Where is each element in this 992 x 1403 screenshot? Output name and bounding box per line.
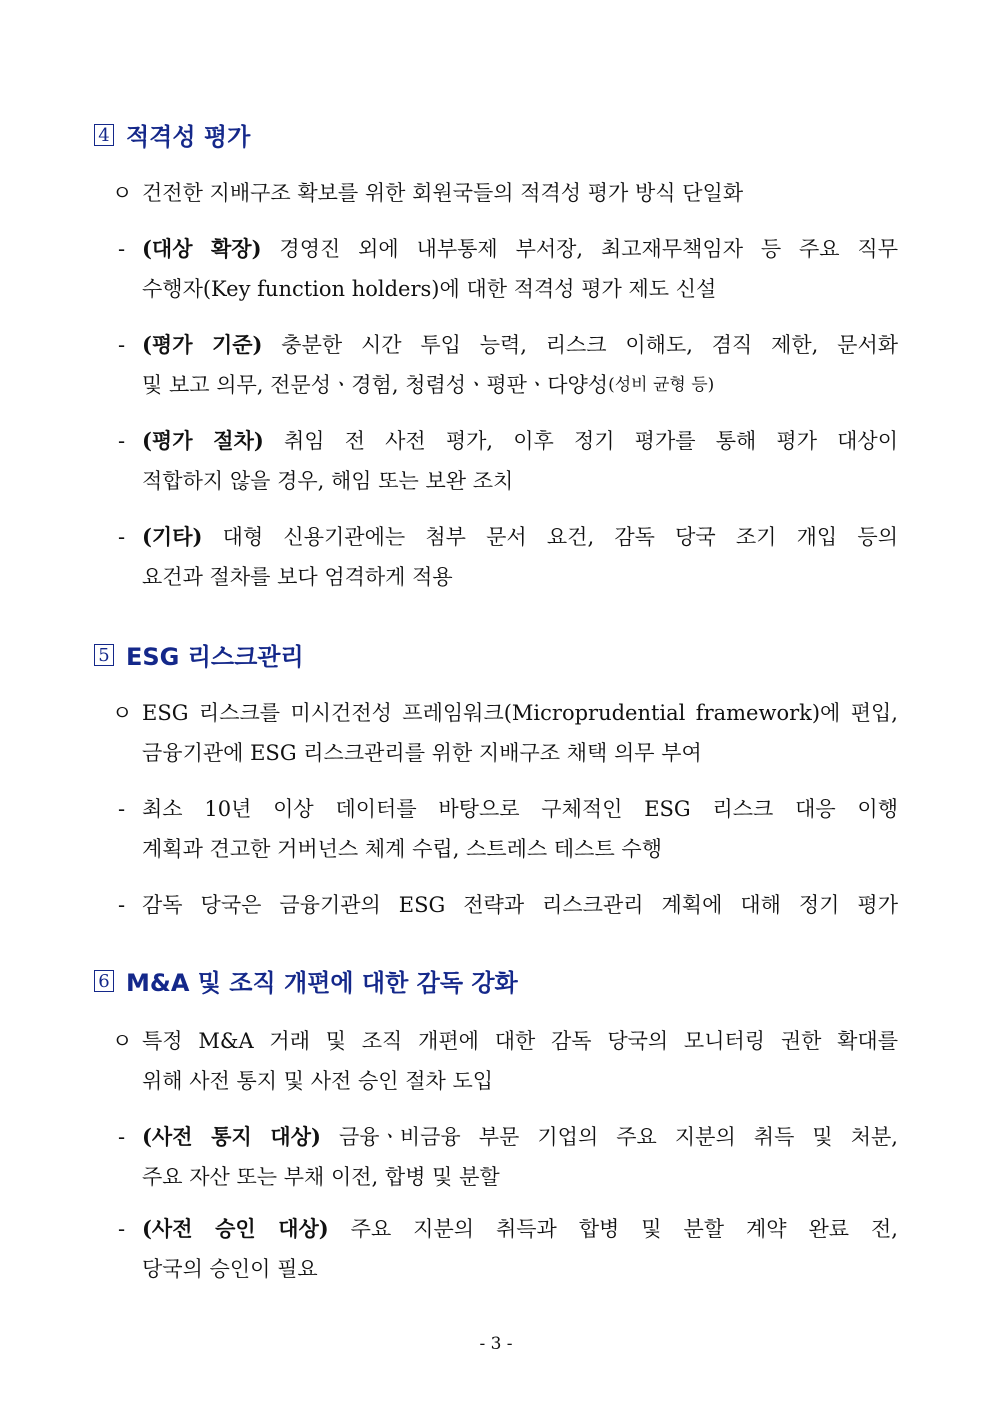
main-bullet xyxy=(112,1021,898,1101)
section-heading-4 xyxy=(94,117,250,152)
dash-marker: - xyxy=(118,237,126,261)
section-heading-6 xyxy=(94,963,518,998)
bullet-marker: ㅇ xyxy=(112,1029,133,1053)
bullet-marker: ㅇ xyxy=(112,701,133,725)
sub-label: (평가 절차) xyxy=(142,428,264,453)
sub-text: 대형 신용기관에는 첨부 문서 요건, 감독 당국 조기 개입 등의 xyxy=(222,525,898,549)
main-bullet xyxy=(112,173,898,213)
sub-label: (평가 기준) xyxy=(142,332,263,357)
bullet-text-cont: 금융기관에 ESG 리스크관리를 위한 지배구조 채택 의무 부여 xyxy=(142,741,702,765)
sub-label: (사전 통지 대상) xyxy=(142,1124,321,1149)
sub-text: 주요 지분의 취득과 합병 및 분할 계약 완료 전, xyxy=(350,1217,898,1241)
sub-text-cont: 계획과 견고한 거버넌스 체계 수립, 스트레스 테스트 수행 xyxy=(142,837,662,861)
dash-marker: - xyxy=(118,797,126,821)
section-number-box: 5 xyxy=(94,644,114,666)
sub-text-cont: 수행자(Key function holders)에 대한 적격성 평가 제도 신설 xyxy=(142,277,717,301)
sub-text-cont: 주요 자산 또는 부채 이전, 합병 및 분할 xyxy=(142,1165,500,1189)
sub-text: 감독 당국은 금융기관의 ESG 전략과 리스크관리 계획에 대해 정기 평가 xyxy=(142,893,898,917)
dash-marker: - xyxy=(118,333,126,357)
section-title: 적격성 평가 xyxy=(126,123,251,151)
section-heading-5 xyxy=(94,637,304,672)
sub-text-note: (성비 균형 등) xyxy=(608,375,715,395)
sub-text-cont: 당국의 승인이 필요 xyxy=(142,1257,318,1281)
dash-marker: - xyxy=(118,1217,126,1241)
sub-text: 취임 전 사전 평가, 이후 정기 평가를 통해 평가 대상이 xyxy=(283,429,898,453)
sub-text-cont: 적합하지 않을 경우, 해임 또는 보완 조치 xyxy=(142,469,514,493)
bullet-text-cont: 위해 사전 통지 및 사전 승인 절차 도입 xyxy=(142,1069,494,1093)
sub-text-cont: 및 보고 의무, 전문성ㆍ경험, 청렴성ㆍ평판ㆍ다양성 xyxy=(142,373,609,397)
bullet-marker: ㅇ xyxy=(112,181,133,205)
dash-marker: - xyxy=(118,1125,126,1149)
section-number-box: 6 xyxy=(94,970,114,992)
sub-bullet xyxy=(118,325,898,405)
sub-label: (사전 승인 대상) xyxy=(142,1216,329,1241)
sub-text-cont: 요건과 절차를 보다 엄격하게 적용 xyxy=(142,565,453,589)
sub-bullet xyxy=(118,885,898,925)
sub-label: (기타) xyxy=(142,524,203,549)
sub-bullet xyxy=(118,789,898,869)
sub-label: (대상 확장) xyxy=(142,236,262,261)
sub-text: 최소 10년 이상 데이터를 바탕으로 구체적인 ESG 리스크 대응 이행 xyxy=(142,797,898,821)
sub-bullet xyxy=(118,1117,898,1197)
dash-marker: - xyxy=(118,893,126,917)
sub-text: 금융ㆍ비금융 부문 기업의 주요 지분의 취득 및 처분, xyxy=(339,1125,898,1149)
sub-bullet xyxy=(118,517,898,597)
sub-text: 충분한 시간 투입 능력, 리스크 이해도, 겸직 제한, 문서화 xyxy=(281,333,899,357)
bullet-text: ESG 리스크를 미시건전성 프레임워크(Microprudential framework)에 편입, xyxy=(142,701,898,725)
section-number-box: 4 xyxy=(94,124,114,146)
dash-marker: - xyxy=(118,525,126,549)
sub-bullet xyxy=(118,421,898,501)
bullet-text: 특정 M&A 거래 및 조직 개편에 대한 감독 당국의 모니터링 권한 확대를 xyxy=(142,1029,898,1053)
bullet-text: 건전한 지배구조 확보를 위한 회원국들의 적격성 평가 방식 단일화 xyxy=(142,181,744,205)
section-title: M&A 및 조직 개편에 대한 감독 강화 xyxy=(126,969,518,997)
main-bullet xyxy=(112,693,898,773)
section-title: ESG 리스크관리 xyxy=(126,643,304,671)
sub-bullet xyxy=(118,229,898,309)
sub-bullet xyxy=(118,1209,898,1289)
page-number: - 3 - xyxy=(479,1334,513,1354)
dash-marker: - xyxy=(118,429,126,453)
sub-text: 경영진 외에 내부통제 부서장, 최고재무책임자 등 주요 직무 xyxy=(279,237,899,261)
